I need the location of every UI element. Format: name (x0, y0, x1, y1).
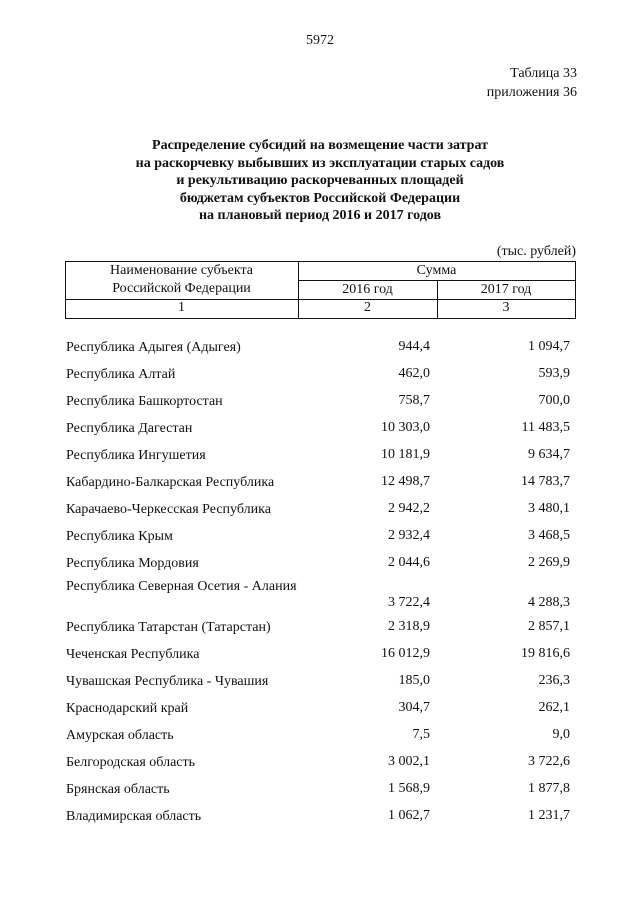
row-value-2017: 700,0 (538, 393, 570, 408)
header-name-line1: Наименование субъекта (110, 263, 253, 278)
header-bottom-border (65, 318, 575, 319)
row-name: Чеченская Республика (66, 647, 200, 662)
row-name: Республика Крым (66, 529, 173, 544)
header-name-line2: Российской Федерации (112, 281, 251, 296)
header-top-border (65, 261, 575, 262)
row-name: Амурская область (66, 728, 174, 743)
row-value-2016: 3 002,1 (388, 754, 430, 769)
header-colnum-1: 1 (178, 300, 185, 315)
row-name: Республика Татарстан (Татарстан) (66, 620, 271, 635)
row-name: Брянская область (66, 782, 170, 797)
row-value-2016: 3 722,4 (388, 595, 430, 610)
row-value-2017: 3 722,6 (528, 754, 570, 769)
row-value-2017: 4 288,3 (528, 595, 570, 610)
row-value-2016: 462,0 (398, 366, 430, 381)
row-value-2017: 1 877,8 (528, 781, 570, 796)
row-value-2016: 1 062,7 (388, 808, 430, 823)
row-name: Республика Башкортостан (66, 394, 223, 409)
title-line: бюджетам субъектов Российской Федерации (179, 190, 461, 206)
row-name: Владимирская область (66, 809, 202, 824)
row-value-2016: 758,7 (398, 393, 430, 408)
row-value-2016: 12 498,7 (381, 474, 430, 489)
document-title (60, 137, 580, 225)
row-value-2017: 11 483,5 (521, 420, 570, 435)
row-value-2016: 16 012,9 (381, 646, 430, 661)
row-name: Республика Ингушетия (66, 448, 206, 463)
row-name: Республика Адыгея (Адыгея) (66, 340, 241, 355)
row-value-2017: 19 816,6 (521, 646, 570, 661)
row-name: Чувашская Республика - Чувашия (66, 674, 269, 689)
row-name: Кабардино-Балкарская Республика (66, 475, 275, 490)
row-value-2017: 2 269,9 (528, 555, 570, 570)
header-year-2016: 2016 год (342, 282, 393, 297)
units-label: (тыс. рублей) (496, 244, 576, 259)
row-value-2017: 236,3 (538, 673, 570, 688)
header-year-2017: 2017 год (480, 282, 532, 297)
title-line: на плановый период 2016 и 2017 годов (198, 208, 442, 223)
header-colnum-2: 2 (364, 300, 371, 315)
row-value-2016: 185,0 (398, 673, 430, 688)
row-value-2016: 1 568,9 (388, 781, 430, 796)
row-name: Республика Северная Осетия - Алания (66, 579, 297, 594)
row-value-2016: 7,5 (412, 727, 430, 742)
table-ref-line1: Таблица 33 (510, 66, 577, 81)
header-right-border (575, 261, 576, 319)
row-value-2016: 2 942,2 (388, 501, 430, 516)
row-name: Краснодарский край (66, 701, 189, 716)
row-value-2016: 10 181,9 (381, 447, 430, 462)
row-name: Белгородская область (66, 755, 196, 770)
row-value-2017: 9 634,7 (528, 447, 570, 462)
row-value-2016: 10 303,0 (381, 420, 430, 435)
row-name: Республика Алтай (66, 367, 176, 382)
title-line: и рекультивацию раскорчеванных площадей (176, 173, 464, 188)
row-value-2016: 2 318,9 (388, 619, 430, 634)
row-value-2016: 2 932,4 (388, 528, 430, 543)
title-line: на раскорчевку выбывших из эксплуатации старых садов (135, 155, 505, 171)
title-line: Распределение субсидий на возмещение части затрат (152, 138, 488, 153)
header-colnum-3: 3 (502, 300, 510, 315)
row-value-2017: 2 857,1 (528, 619, 570, 634)
row-value-2017: 262,1 (538, 700, 570, 715)
row-name: Карачаево-Черкесская Республика (66, 502, 271, 517)
row-value-2017: 593,9 (538, 366, 570, 381)
table-ref-line2: приложения 36 (486, 85, 577, 100)
row-value-2016: 2 044,6 (388, 555, 430, 570)
header-sum-underline (298, 280, 575, 281)
row-value-2017: 1 094,7 (528, 339, 570, 354)
row-name: Республика Дагестан (66, 421, 193, 436)
page-number: 5972 (306, 33, 334, 48)
header-sum: Сумма (416, 263, 457, 278)
row-value-2016: 304,7 (398, 700, 430, 715)
row-value-2016: 944,4 (398, 339, 430, 354)
row-name: Республика Мордовия (66, 556, 199, 571)
row-value-2017: 1 231,7 (528, 808, 570, 823)
row-value-2017: 14 783,7 (521, 474, 570, 489)
row-value-2017: 3 468,5 (528, 528, 570, 543)
row-value-2017: 3 480,1 (528, 501, 570, 516)
row-value-2017: 9,0 (552, 727, 570, 742)
